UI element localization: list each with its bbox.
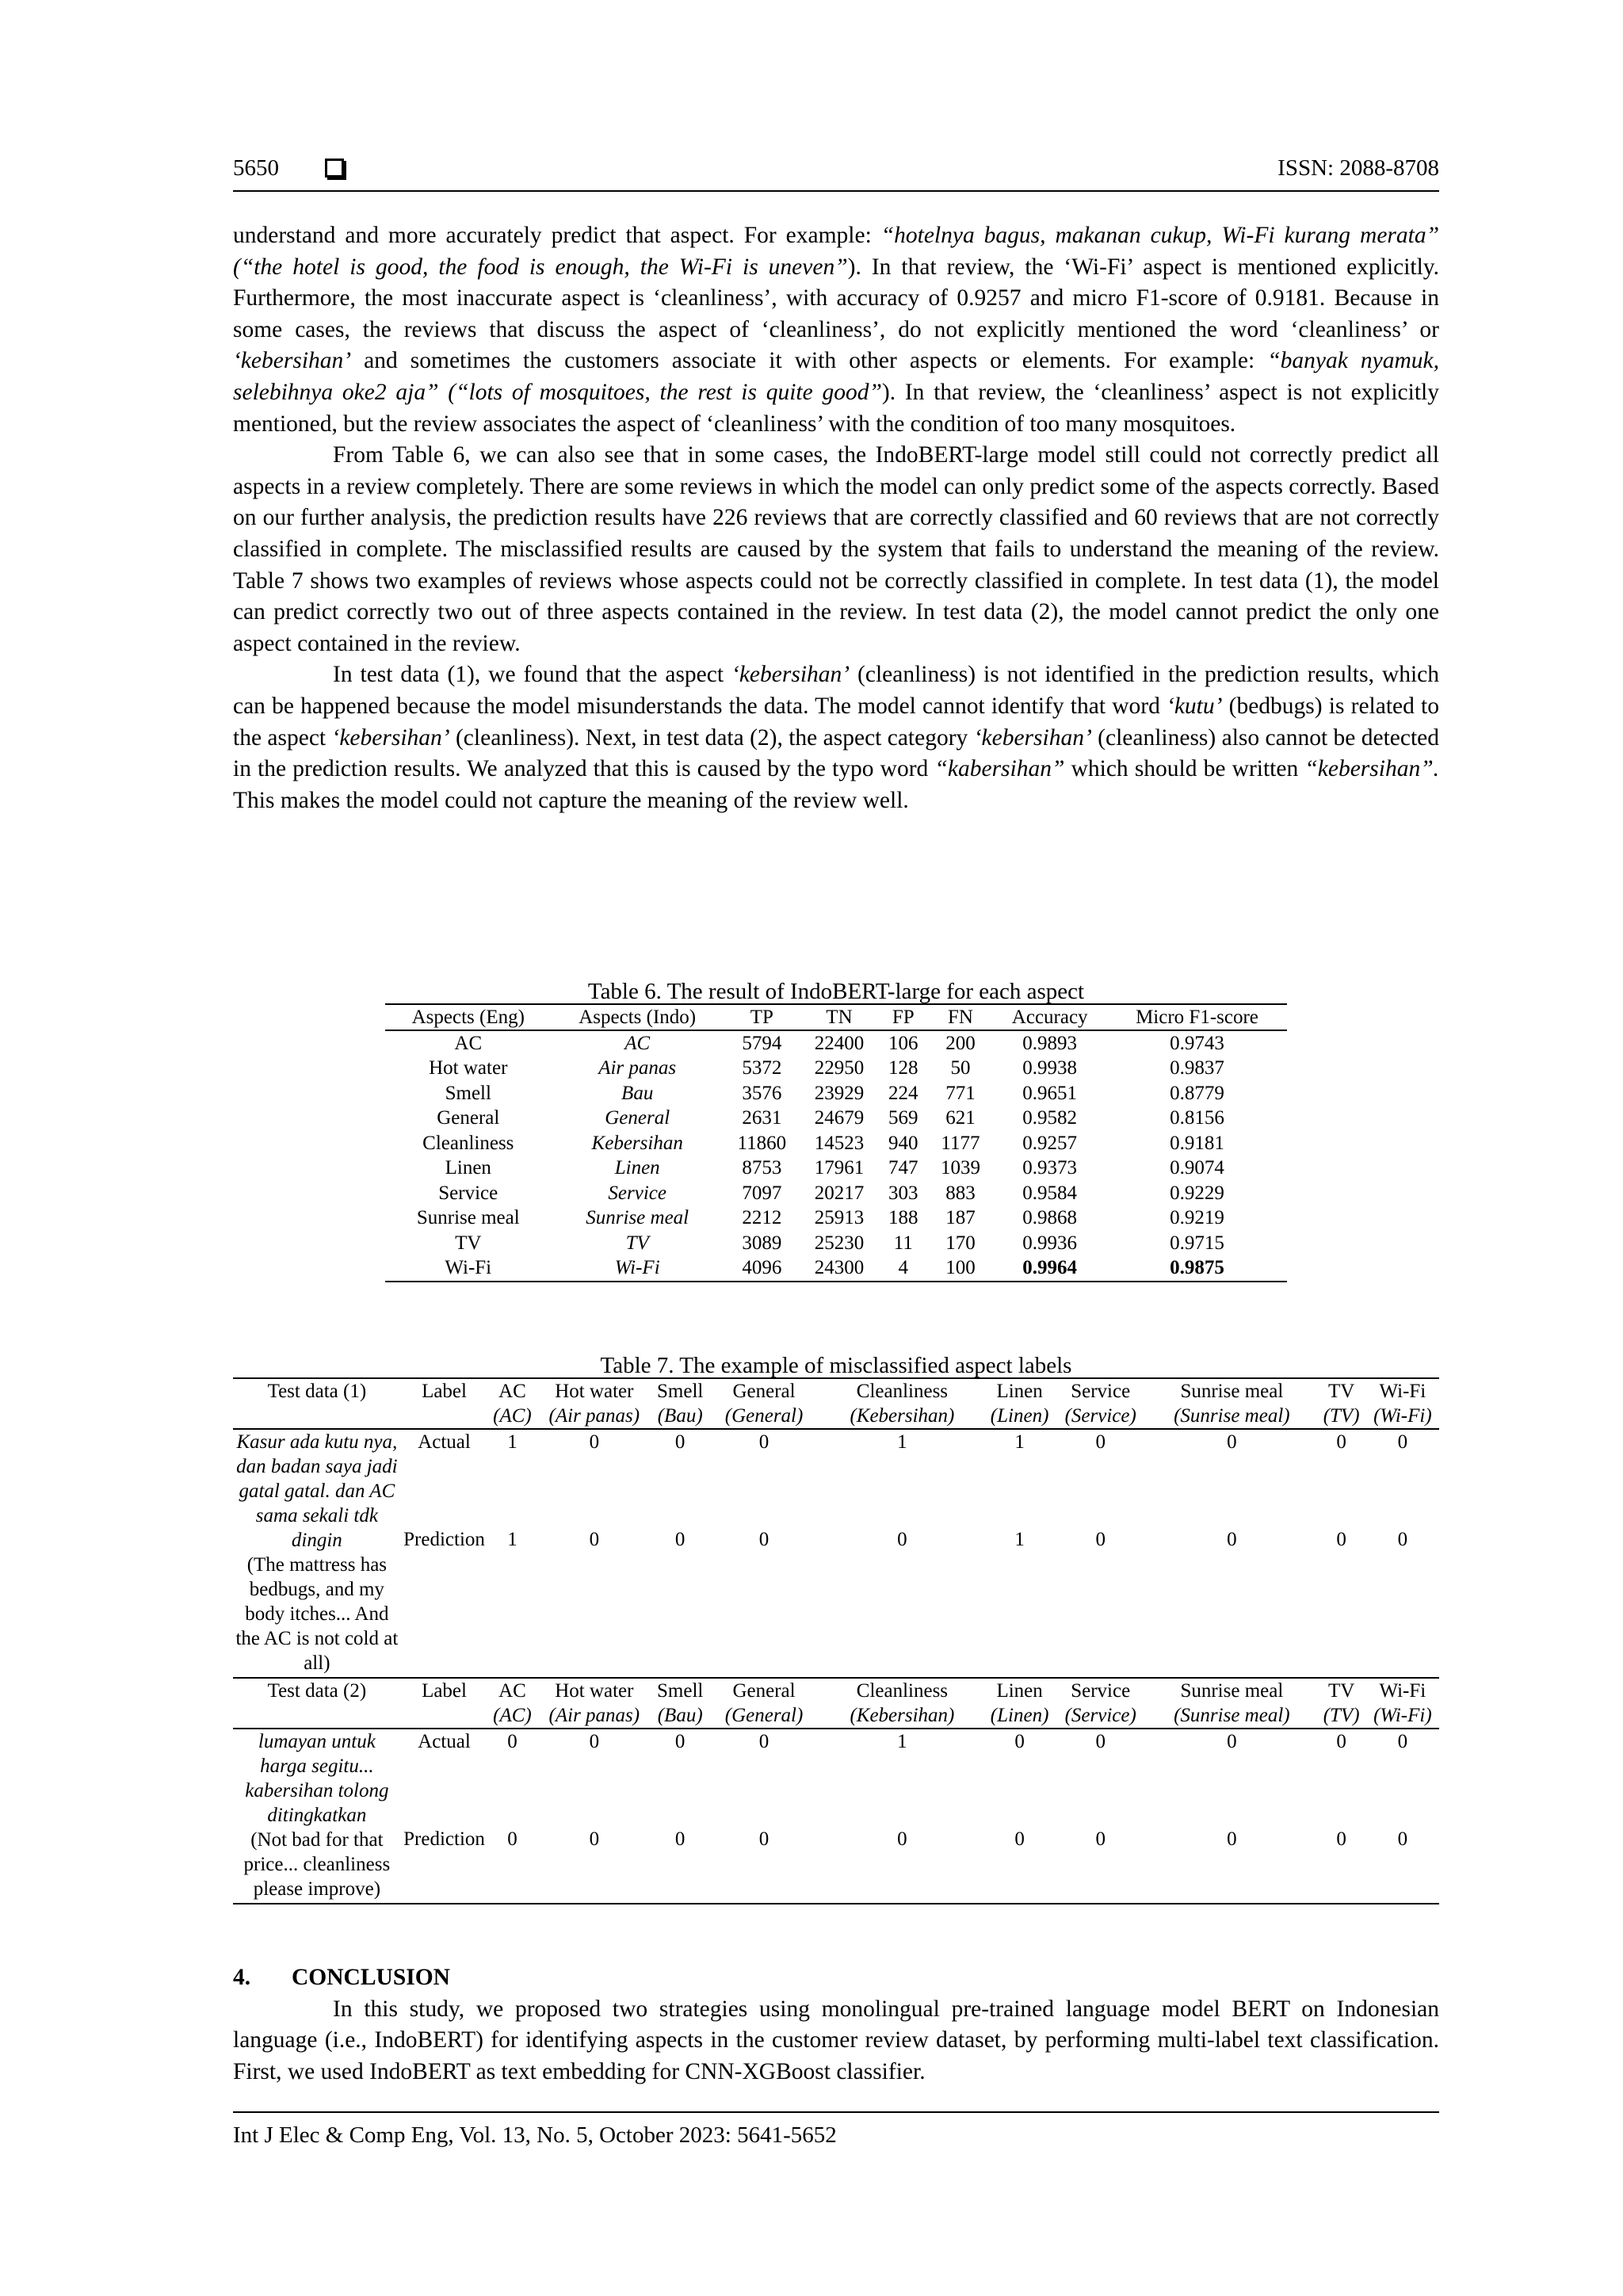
- table-cell: 50: [950, 1057, 971, 1079]
- table-cell: 0.9229: [1170, 1182, 1224, 1204]
- section-title: CONCLUSION: [292, 1965, 450, 1990]
- aspect-eng: Sunrise meal: [1180, 1680, 1284, 1702]
- test-data-title: Test data (2): [233, 1678, 401, 1729]
- table-cell: 20217: [814, 1182, 865, 1204]
- table-cell: 771: [945, 1082, 976, 1104]
- table-cell: TV: [625, 1232, 649, 1254]
- table-cell: 0: [897, 1529, 907, 1550]
- aspect-indo: (Service): [1064, 1405, 1136, 1427]
- table-cell: 0.9584: [1022, 1182, 1078, 1204]
- table-cell: General: [437, 1107, 500, 1129]
- issn: ISSN: 2088-8708: [1277, 155, 1439, 181]
- table-cell: 0: [1397, 1731, 1408, 1752]
- aspect-header: [1316, 1378, 1365, 1429]
- table-cell: 4096: [742, 1257, 782, 1279]
- aspect-eng: Service: [1071, 1680, 1131, 1702]
- text-run: and sometimes the customers associate it with other aspects or elements. For example:: [351, 348, 1268, 374]
- table-cell: 0: [1227, 1431, 1237, 1453]
- table-cell: 1039: [940, 1157, 980, 1179]
- text-run: (bedbugs) is related to the aspect: [233, 693, 1439, 751]
- table-cell: 25913: [814, 1207, 865, 1229]
- aspect-header: [1366, 1378, 1439, 1429]
- table-header-row: [233, 1678, 1439, 1729]
- table-cell: 188: [888, 1207, 918, 1229]
- table-cell: 200: [945, 1032, 976, 1054]
- table-cell: 100: [945, 1257, 976, 1279]
- aspect-header: [819, 1678, 985, 1729]
- italic-text: ‘kebersihan’: [233, 348, 352, 374]
- text-run: This makes the model could not capture the meaning of the review well.: [233, 787, 909, 813]
- table-cell: 0.9219: [1170, 1207, 1224, 1229]
- row-label-actual: Actual: [418, 1431, 471, 1453]
- aspect-header: [985, 1678, 1054, 1729]
- aspect-indo: (Bau): [657, 1405, 703, 1427]
- review-translation: (The mattress has bedbugs, and my body itches... And the AC is not cold at all): [235, 1554, 399, 1674]
- table-cell: 0.9868: [1022, 1207, 1078, 1229]
- table-row: [233, 1729, 1439, 1827]
- table-cell: 0.9964: [1022, 1257, 1078, 1279]
- aspect-header: [819, 1378, 985, 1429]
- table-row: [385, 1030, 1287, 1056]
- table-cell: 0: [758, 1529, 769, 1550]
- table-cell: 0.9936: [1022, 1232, 1078, 1254]
- header-rule: [233, 190, 1439, 192]
- table-cell: 0: [1397, 1828, 1408, 1850]
- table-cell: Bau: [621, 1082, 654, 1104]
- aspect-indo: (Bau): [657, 1705, 703, 1726]
- aspect-indo: (General): [724, 1405, 804, 1427]
- table-row: [385, 1181, 1287, 1206]
- table-cell: 22400: [814, 1032, 865, 1054]
- aspect-header: [487, 1378, 537, 1429]
- table-cell: Smell: [445, 1082, 491, 1104]
- table-row: [233, 1827, 1439, 1904]
- table-cell: 1: [897, 1731, 907, 1752]
- table-cell: 1: [897, 1431, 907, 1453]
- italic-text: ‘kebersihan’: [331, 724, 450, 751]
- column-header: Accuracy: [992, 1004, 1107, 1030]
- table-cell: 0: [1014, 1731, 1025, 1752]
- text-run: (cleanliness) also cannot be detected in the prediction results. We analyzed that this is caused by the typo word: [233, 724, 1440, 782]
- table-cell: 0: [1336, 1431, 1346, 1453]
- table-cell: 0: [507, 1731, 517, 1752]
- table-cell: Service: [438, 1182, 498, 1204]
- aspect-indo: (General): [724, 1705, 804, 1726]
- table-cell: Sunrise meal: [586, 1207, 689, 1229]
- table-row: [385, 1056, 1287, 1082]
- table-cell: 303: [888, 1182, 918, 1204]
- aspect-eng: Wi-Fi: [1379, 1680, 1426, 1702]
- paragraph: [233, 440, 1439, 659]
- aspect-indo: (AC): [493, 1405, 532, 1427]
- aspect-header: [1147, 1678, 1316, 1729]
- table-6: [385, 980, 1287, 1282]
- table-cell: 0.8156: [1170, 1107, 1224, 1129]
- italic-text: “hotelnya bagus, makanan cukup, Wi-Fi kurang merata” (“the hotel is good, the food is enough, the Wi-Fi is uneven”: [233, 223, 1439, 280]
- table-cell: 1: [1014, 1529, 1025, 1550]
- aspect-indo: (Kebersihan): [850, 1705, 955, 1726]
- aspect-indo: (Wi-Fi): [1373, 1405, 1432, 1427]
- aspect-indo: (Linen): [990, 1705, 1049, 1726]
- aspect-indo: (Sunrise meal): [1174, 1705, 1290, 1726]
- table-cell: Cleanliness: [422, 1132, 514, 1154]
- aspect-eng: Service: [1071, 1381, 1131, 1402]
- table-cell: 14523: [814, 1132, 865, 1154]
- table-cell: 0: [1095, 1431, 1106, 1453]
- aspect-header: [1054, 1378, 1147, 1429]
- table-cell: Air panas: [598, 1057, 677, 1079]
- table-cell: 0: [1227, 1529, 1237, 1550]
- column-header: FP: [878, 1004, 928, 1030]
- table-cell: 0.9373: [1022, 1157, 1078, 1179]
- text-run: which should be written: [1064, 756, 1305, 782]
- page-footer: [233, 2111, 1439, 2149]
- italic-text: “kebersihan”.: [1304, 756, 1439, 782]
- aspect-indo: (TV): [1323, 1705, 1360, 1726]
- table-cell: 224: [888, 1082, 918, 1104]
- page-number: 5650: [233, 155, 279, 181]
- aspect-header: [708, 1378, 819, 1429]
- italic-text: ‘kutu’: [1167, 693, 1223, 719]
- aspect-eng: General: [732, 1381, 796, 1402]
- aspect-header: [537, 1378, 651, 1429]
- table-cell: 2212: [742, 1207, 782, 1229]
- aspect-eng: Cleanliness: [856, 1680, 949, 1702]
- table-cell: 0.9893: [1022, 1032, 1078, 1054]
- text-run: (cleanliness). Next, in test data (2), the aspect category: [449, 724, 974, 751]
- aspect-header: [1147, 1378, 1316, 1429]
- text-run: In test data (1), we found that the aspect: [333, 662, 731, 688]
- table-cell: 0.9875: [1170, 1257, 1224, 1279]
- aspect-eng: AC: [498, 1680, 526, 1702]
- review-cell: [233, 1729, 401, 1904]
- table-header-row: [233, 1378, 1439, 1429]
- italic-text: “banyak nyamuk, selebihnya oke2 aja” (“lots of mosquitoes, the rest is quite good”: [233, 348, 1439, 405]
- table-7: [233, 1354, 1439, 1904]
- table-cell: 8753: [742, 1157, 782, 1179]
- table-cell: Wi-Fi: [614, 1257, 660, 1279]
- table-cell: 23929: [814, 1082, 865, 1104]
- table-cell: 0: [1227, 1731, 1237, 1752]
- table-cell: 0: [589, 1529, 600, 1550]
- table-cell: 17961: [814, 1157, 865, 1179]
- column-header: Aspects (Eng): [385, 1004, 552, 1030]
- aspect-eng: TV: [1327, 1381, 1355, 1402]
- text-run: From Table 6, we can also see that in some cases, the IndoBERT-large model still could not correctly predict all aspects in a review completely. There are some reviews in which the model can only predict some of the aspects correctly. Based on our further analysis, the prediction results have 226 reviews that are correctly classified and 60 reviews that are not correctly classified in complete. The misclassified results are caused by the system that fails to understand the meaning of the review. Table 7 shows two examples of reviews whose aspects could not be correctly classified in complete. In test data (1), the model can predict correctly two out of three aspects contained in the review. In test data (2), the model cannot predict the only one aspect contained in the review.: [233, 442, 1439, 656]
- table-cell: Service: [608, 1182, 666, 1204]
- table-cell: 0.9651: [1022, 1082, 1078, 1104]
- column-header: TN: [800, 1004, 878, 1030]
- table-cell: AC: [454, 1032, 483, 1054]
- row-label-prediction: Prediction: [403, 1529, 485, 1550]
- aspect-eng: Wi-Fi: [1379, 1381, 1426, 1402]
- table-cell: 11860: [737, 1132, 787, 1154]
- table-cell: 621: [945, 1107, 976, 1129]
- table-cell: 0: [507, 1828, 517, 1850]
- aspect-eng: Hot water: [555, 1381, 634, 1402]
- aspect-eng: Sunrise meal: [1180, 1381, 1284, 1402]
- table-cell: 3089: [742, 1232, 782, 1254]
- table-cell: 7097: [742, 1182, 782, 1204]
- table-cell: 0: [897, 1828, 907, 1850]
- table-cell: 22950: [814, 1057, 865, 1079]
- table-cell: 0: [674, 1731, 685, 1752]
- table-cell: 25230: [814, 1232, 865, 1254]
- table-cell: 0: [1397, 1431, 1408, 1453]
- table-cell: 569: [888, 1107, 918, 1129]
- table-cell: 0: [1095, 1731, 1106, 1752]
- table-cell: Linen: [445, 1157, 491, 1179]
- table-cell: Sunrise meal: [416, 1207, 520, 1229]
- aspect-indo: (Sunrise meal): [1174, 1405, 1290, 1427]
- table-cell: 0: [1014, 1828, 1025, 1850]
- text-run: (cleanliness) is not identified in the prediction results, which can be happened because the model misunderstands the data. The model cannot identify that word: [233, 662, 1439, 719]
- table-cell: Linen: [614, 1157, 660, 1179]
- table-row: [385, 1106, 1287, 1132]
- aspect-eng: AC: [498, 1381, 526, 1402]
- table-cell: Kebersihan: [591, 1132, 683, 1154]
- table-cell: General: [605, 1107, 670, 1129]
- table-cell: AC: [624, 1032, 651, 1054]
- column-header: Micro F1-score: [1107, 1004, 1287, 1030]
- aspect-indo: (AC): [493, 1705, 532, 1726]
- aspect-header: [537, 1678, 651, 1729]
- table-row: [233, 1527, 1439, 1678]
- aspect-indo: (Service): [1064, 1705, 1136, 1726]
- square-bullet-icon: [325, 159, 344, 178]
- table-row: [385, 1206, 1287, 1232]
- table-6-caption: Table 6. The result of IndoBERT-large for each aspect: [587, 979, 1085, 1004]
- table-cell: Wi-Fi: [445, 1257, 492, 1279]
- table-cell: 0: [758, 1828, 769, 1850]
- table-cell: 2631: [742, 1107, 782, 1129]
- aspect-header: [1054, 1678, 1147, 1729]
- table-cell: TV: [455, 1232, 482, 1254]
- footer-citation: Int J Elec & Comp Eng, Vol. 13, No. 5, October 2023: 5641-5652: [233, 2122, 837, 2148]
- aspect-indo: (TV): [1323, 1405, 1360, 1427]
- aspect-eng: Smell: [657, 1381, 704, 1402]
- table-cell: 0.9181: [1170, 1132, 1224, 1154]
- column-header: Aspects (Indo): [552, 1004, 724, 1030]
- table-cell: 0: [758, 1431, 769, 1453]
- aspect-indo: (Air panas): [548, 1405, 640, 1427]
- table-cell: Hot water: [429, 1057, 508, 1079]
- table-cell: 106: [888, 1032, 918, 1054]
- aspect-header: [1366, 1678, 1439, 1729]
- table-cell: 187: [945, 1207, 976, 1229]
- paragraph: [233, 659, 1439, 816]
- table-cell: 0.8779: [1170, 1082, 1224, 1104]
- italic-text: ‘kebersihan’: [973, 724, 1092, 751]
- section-heading: [233, 1962, 1439, 1994]
- row-label-actual: Actual: [418, 1731, 471, 1752]
- table-cell: 0: [1336, 1529, 1346, 1550]
- table-row: [385, 1081, 1287, 1106]
- label-header: Label: [401, 1678, 488, 1729]
- table-cell: 1: [507, 1529, 517, 1550]
- review-translation: (Not bad for that price... cleanliness please improve): [243, 1829, 391, 1900]
- conclusion-section: [233, 1962, 1439, 2088]
- section-number: 4.: [233, 1965, 251, 1990]
- review-text: Kasur ada kutu nya, dan badan saya jadi gatal gatal. dan AC sama sekali tdk dingin: [236, 1431, 398, 1551]
- column-header: FN: [929, 1004, 993, 1030]
- test-data-title: Test data (1): [233, 1378, 401, 1429]
- aspect-eng: TV: [1327, 1680, 1355, 1702]
- table-cell: 0.9837: [1170, 1057, 1224, 1079]
- text-run: understand and more accurately predict that aspect. For example:: [233, 223, 881, 248]
- table-cell: 0: [1397, 1529, 1408, 1550]
- table-cell: 0.9257: [1022, 1132, 1078, 1154]
- aspect-eng: Linen: [996, 1381, 1043, 1402]
- table-cell: 24300: [814, 1257, 865, 1279]
- aspect-indo: (Wi-Fi): [1373, 1705, 1432, 1726]
- aspect-eng: General: [732, 1680, 796, 1702]
- label-header: Label: [401, 1378, 488, 1429]
- table-cell: 0: [1336, 1828, 1346, 1850]
- aspect-header: [1316, 1678, 1365, 1729]
- table-cell: 170: [945, 1232, 976, 1254]
- italic-text: “kabersihan”: [934, 756, 1065, 782]
- table-6-header-row: [385, 1004, 1287, 1030]
- table-cell: 0: [758, 1731, 769, 1752]
- table-cell: 5794: [742, 1032, 782, 1054]
- table-cell: 0: [674, 1529, 685, 1550]
- table-cell: 883: [945, 1182, 976, 1204]
- table-7-caption: Table 7. The example of misclassified aspect labels: [600, 1353, 1072, 1378]
- table-cell: 1177: [941, 1132, 980, 1154]
- table-cell: 0.9074: [1170, 1157, 1224, 1179]
- table-row: [233, 1429, 1439, 1527]
- text-run: ). In that review, the ‘cleanliness’ aspect is not explicitly mentioned, but the review associates the aspect of ‘cleanliness’ with the condition of too many mosquitoes.: [233, 379, 1439, 437]
- table-cell: 128: [888, 1057, 918, 1079]
- column-header: TP: [724, 1004, 800, 1030]
- table-cell: 11: [893, 1232, 913, 1254]
- aspect-header: [708, 1678, 819, 1729]
- aspect-header: [487, 1678, 537, 1729]
- table-cell: 0: [1336, 1731, 1346, 1752]
- table-cell: 0: [1227, 1828, 1237, 1850]
- table-cell: 0: [589, 1828, 600, 1850]
- italic-text: ‘kebersihan’: [731, 662, 850, 688]
- table-row: [385, 1156, 1287, 1182]
- table-cell: 0.9938: [1022, 1057, 1078, 1079]
- table-cell: 0: [1095, 1828, 1106, 1850]
- table-cell: 0.9582: [1022, 1107, 1078, 1129]
- aspect-header: [651, 1378, 708, 1429]
- table-6-grid: [385, 1003, 1287, 1282]
- table-cell: 0: [589, 1731, 600, 1752]
- table-row: [385, 1231, 1287, 1256]
- aspect-indo: (Kebersihan): [850, 1405, 955, 1427]
- aspect-eng: Hot water: [555, 1680, 634, 1702]
- aspect-indo: (Air panas): [548, 1705, 640, 1726]
- aspect-header: [651, 1678, 708, 1729]
- table-cell: 0: [589, 1431, 600, 1453]
- conclusion-paragraph: In this study, we proposed two strategies using monolingual pre-trained language model BERT on Indonesian language (i.e., IndoBERT) for identifying aspects in the customer review dataset, by performing multi-label text classification. First, we used IndoBERT as text embedding for CNN-XGBoost classifier.: [233, 1996, 1439, 2084]
- table-cell: 24679: [814, 1107, 865, 1129]
- table-cell: 0.9715: [1170, 1232, 1224, 1254]
- table-cell: 3576: [742, 1082, 782, 1104]
- aspect-eng: Cleanliness: [856, 1381, 949, 1402]
- aspect-eng: Linen: [996, 1680, 1043, 1702]
- paragraph: [233, 220, 1439, 440]
- table-cell: 5372: [742, 1057, 782, 1079]
- table-cell: 0.9743: [1170, 1032, 1224, 1054]
- review-text: lumayan untuk harga segitu... kabersihan tolong ditingkatkan: [245, 1731, 389, 1826]
- table-cell: 940: [888, 1132, 918, 1154]
- table-cell: 4: [898, 1257, 909, 1279]
- table-cell: 0: [1095, 1529, 1106, 1550]
- page-header: [233, 155, 1439, 190]
- aspect-eng: Smell: [657, 1680, 704, 1702]
- review-cell: [233, 1429, 401, 1678]
- table-cell: 1: [507, 1431, 517, 1453]
- aspect-header: [985, 1378, 1054, 1429]
- aspect-indo: (Linen): [990, 1405, 1049, 1427]
- text-run: ). In that review, the ‘Wi-Fi’ aspect is mentioned explicitly. Furthermore, the most inaccurate aspect is ‘cleanliness’, with accuracy of 0.9257 and micro F1-score of 0.9181. Because in some cases, the reviews that discuss the aspect of ‘cleanliness’, do not explicitly mentioned the word ‘cleanliness’ or: [233, 254, 1439, 342]
- table-cell: 0: [674, 1828, 685, 1850]
- table-cell: 1: [1014, 1431, 1025, 1453]
- table-row: [385, 1131, 1287, 1156]
- table-7-grid: [233, 1377, 1439, 1904]
- table-row: [385, 1256, 1287, 1282]
- row-label-prediction: Prediction: [403, 1828, 485, 1850]
- table-cell: 0: [674, 1431, 685, 1453]
- table-cell: 747: [888, 1157, 918, 1179]
- body-text: [233, 220, 1439, 816]
